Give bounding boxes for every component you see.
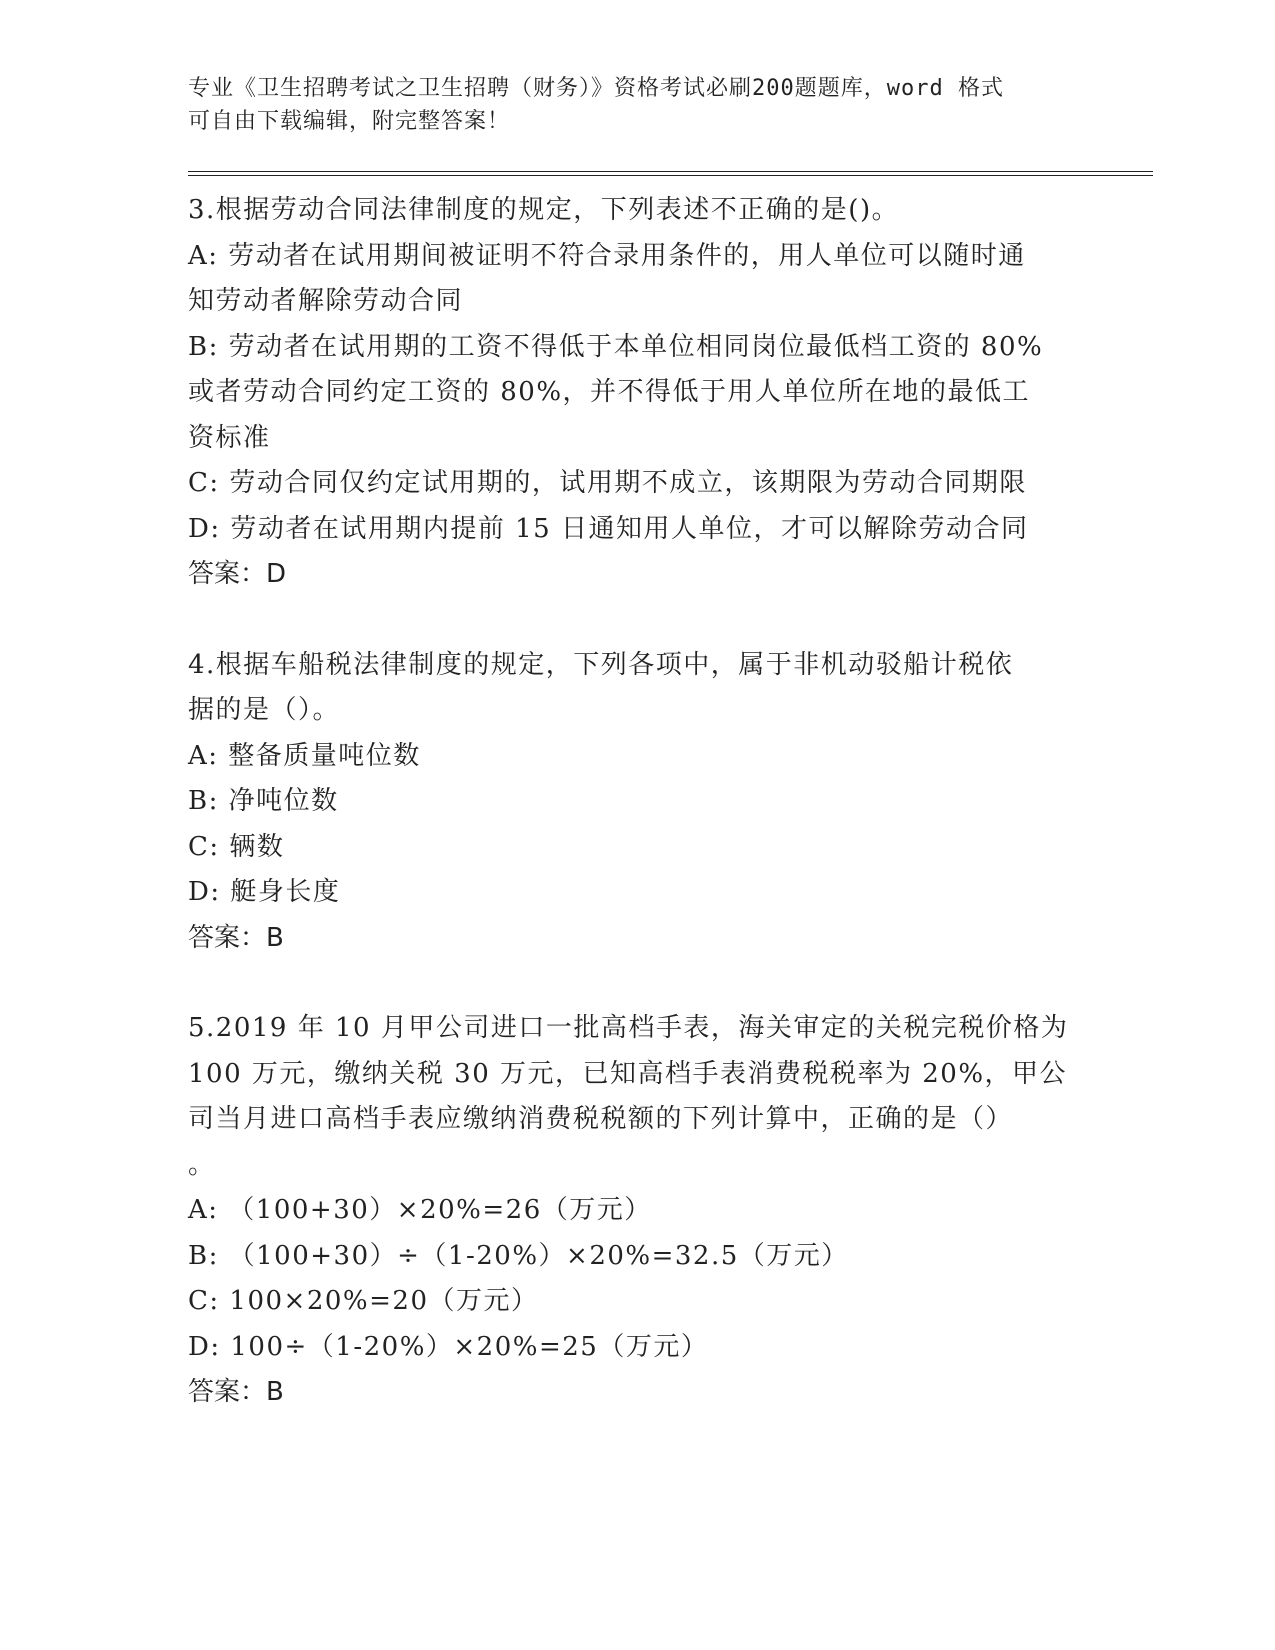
option-c: C: 劳动合同仅约定试用期的，试用期不成立，该期限为劳动合同期限 — [188, 468, 1027, 498]
option-a: A: （100+30）×20%=26（万元） — [188, 1195, 652, 1225]
option-b: B: 劳动者在试用期的工资不得低于本单位相同岗位最低档工资的 80% — [188, 331, 1044, 362]
option-d: D: 艇身长度 — [188, 877, 341, 907]
spacer — [188, 961, 1088, 1006]
header-divider-bottom — [188, 175, 1153, 176]
option-b: B: 净吨位数 — [188, 786, 339, 816]
answer-label: 答案：D — [188, 559, 287, 589]
option-b-cont: 或者劳动合同约定工资的 80%，并不得低于用人单位所在地的最低工 — [188, 377, 1031, 407]
option-b-cont-2: 资标准 — [188, 422, 271, 453]
option-c: C: 100×20%=20（万元） — [188, 1286, 539, 1316]
question-4 — [188, 643, 1088, 962]
question-list — [188, 188, 1088, 1416]
header-line-1: 专业《卫生招聘考试之卫生招聘（财务）》资格考试必刷200题题库，word 格式 — [188, 76, 1004, 101]
answer-label: 答案：B — [188, 1377, 284, 1407]
question-stem: 5.2019 年 10 月甲公司进口一批高档手表，海关审定的关税完税价格为 — [188, 1013, 1069, 1043]
option-c: C: 辆数 — [188, 831, 285, 862]
document-header — [188, 72, 1088, 138]
option-d: D: 100÷（1-20%）×20%=25（万元） — [188, 1331, 709, 1362]
header-line-2: 可自由下载编辑，附完整答案！ — [188, 109, 511, 134]
question-stem: 4.根据车船税法律制度的规定，下列各项中，属于非机动驳船计税依 — [188, 649, 1014, 680]
spacer — [188, 598, 1088, 643]
question-3 — [188, 188, 1088, 598]
option-a-cont: 知劳动者解除劳动合同 — [188, 286, 464, 316]
answer-label: 答案：B — [188, 922, 284, 953]
option-a: A: 劳动者在试用期间被证明不符合录用条件的，用人单位可以随时通 — [188, 240, 1026, 271]
option-b: B: （100+30）÷（1-20%）×20%=32.5（万元） — [188, 1240, 849, 1271]
option-a: A: 整备质量吨位数 — [188, 740, 421, 771]
question-stem-cont-2: 司当月进口高档手表应缴纳消费税税额的下列计算中，正确的是（） — [188, 1104, 1014, 1134]
question-stem: 3.根据劳动合同法律制度的规定，下列表述不正确的是()。 — [188, 195, 900, 225]
question-stem-cont: 100 万元，缴纳关税 30 万元，已知高档手表消费税税率为 20%，甲公 — [188, 1058, 1068, 1089]
question-5 — [188, 1006, 1088, 1416]
question-stem-cont: 据的是（）。 — [188, 695, 341, 725]
question-stem-cont-3: 。 — [188, 1149, 216, 1180]
option-d: D: 劳动者在试用期内提前 15 日通知用人单位，才可以解除劳动合同 — [188, 513, 1029, 544]
header-divider-top — [188, 171, 1153, 172]
